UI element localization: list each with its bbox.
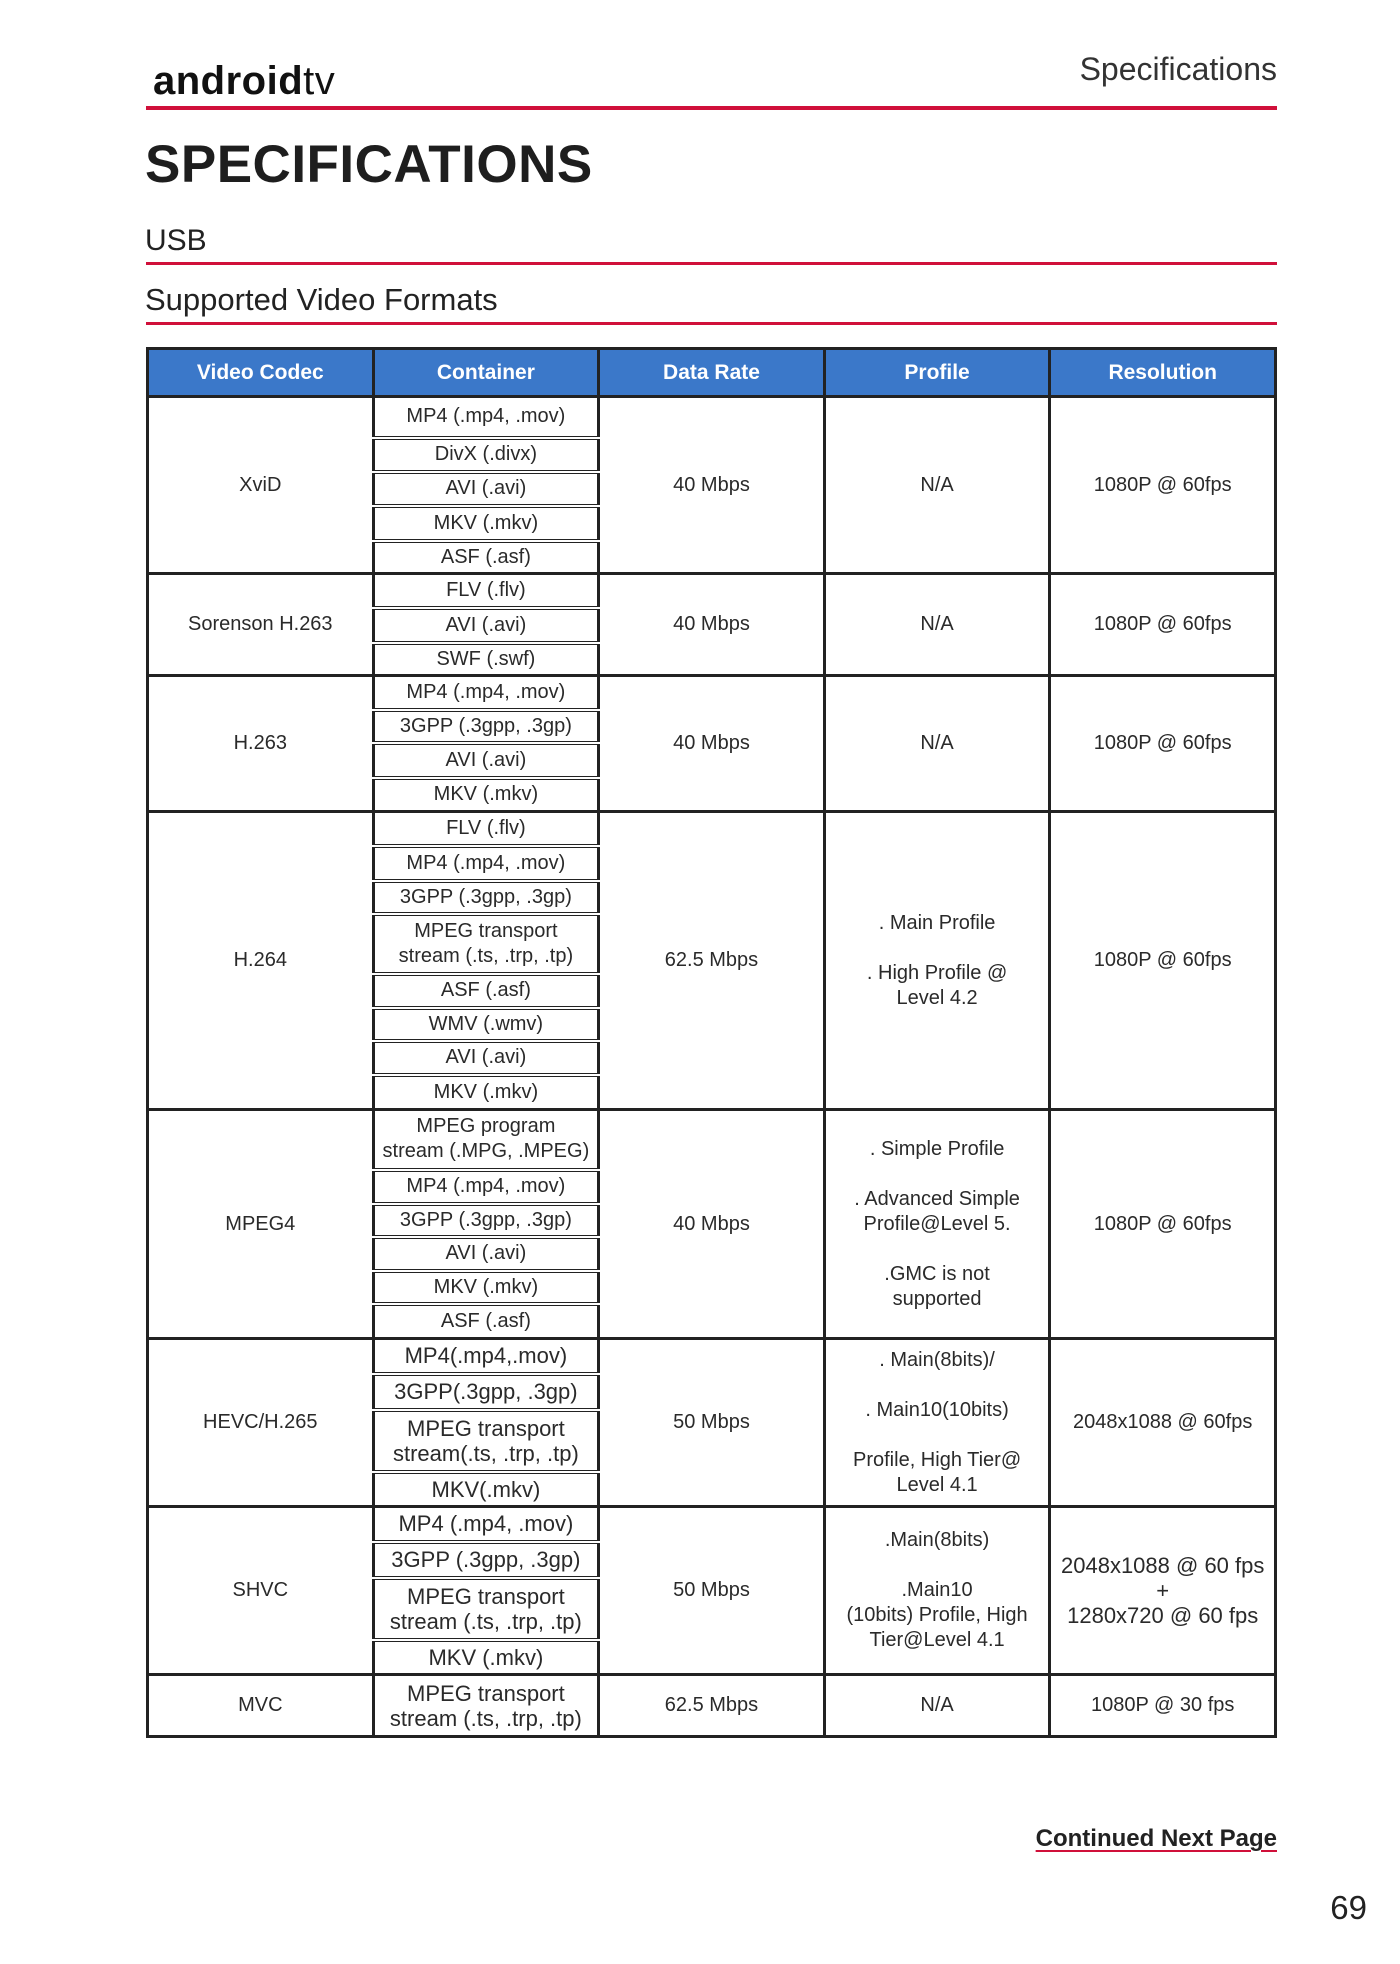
resolution-cell <box>1050 574 1276 676</box>
data-rate-text: 40 Mbps <box>673 732 750 754</box>
resolution-text: 1080P @ 60fps <box>1093 613 1232 635</box>
container-cell <box>373 1339 599 1374</box>
container-cell <box>373 1110 599 1170</box>
table-header-row <box>148 349 1276 397</box>
codec-text: SHVC <box>232 1579 289 1601</box>
table-title: Supported Video Formats <box>145 282 498 317</box>
container-text: 3GPP(.3gpp, .3gp) <box>394 1379 578 1404</box>
container-cell <box>373 541 599 574</box>
container-text: DivX (.divx) <box>434 443 537 465</box>
profile-text: Profile@Level 5. <box>863 1212 1011 1235</box>
container-cell <box>373 1410 599 1472</box>
resolution-cell <box>1050 1110 1276 1339</box>
container-text: 3GPP (.3gpp, .3gp) <box>391 1547 581 1572</box>
container-text: MPEG transport <box>407 1583 565 1609</box>
profile-paragraph <box>832 1448 1043 1498</box>
profile-text: supported <box>892 1287 982 1310</box>
container-text: AVI (.avi) <box>445 1242 527 1264</box>
profile-text: . High Profile @ <box>866 961 1008 984</box>
container-text: SWF (.swf) <box>436 647 536 670</box>
data-rate-text: 50 Mbps <box>673 1579 750 1601</box>
profile-paragraph <box>832 1578 1043 1653</box>
container-text: 3GPP (.3gpp, .3gp) <box>399 885 572 908</box>
androidtv-logo <box>153 58 335 104</box>
profile-text: . Simple Profile <box>869 1137 1005 1160</box>
container-cell <box>373 472 599 506</box>
profile-cell <box>824 574 1050 676</box>
data-rate-text: 40 Mbps <box>673 473 750 496</box>
resolution-text: 1080P @ 60fps <box>1093 732 1232 754</box>
table-row <box>148 812 1276 846</box>
container-text: AVI (.avi) <box>445 748 527 771</box>
container-cell <box>373 1170 599 1204</box>
profile-cell <box>824 812 1050 1110</box>
profile-cell <box>824 397 1050 574</box>
container-text: WMV (.wmv) <box>428 1012 544 1035</box>
codec-text: MPEG4 <box>225 1212 296 1235</box>
container-cell <box>373 743 599 778</box>
profile-text: .GMC is not <box>884 1262 990 1285</box>
container-cell <box>373 1304 599 1339</box>
container-text: ASF (.asf) <box>440 545 531 568</box>
profile-paragraph <box>832 1187 1043 1237</box>
container-text: MP4(.mp4,.mov) <box>404 1343 568 1369</box>
container-cell <box>373 914 599 974</box>
container-text: FLV (.flv) <box>446 578 526 601</box>
resolution-cell <box>1050 812 1276 1110</box>
table-title-divider <box>146 322 1277 325</box>
data-rate-text: 62.5 Mbps <box>664 1694 759 1716</box>
container-text: MKV (.mkv) <box>428 1644 544 1670</box>
profile-text: . Advanced Simple <box>854 1187 1020 1210</box>
data-rate-cell <box>599 574 825 676</box>
container-text: MKV (.mkv) <box>433 783 539 806</box>
container-cell <box>373 1008 599 1041</box>
resolution-cell <box>1050 397 1276 574</box>
container-cell <box>373 710 599 743</box>
codec-cell <box>148 1507 374 1675</box>
table-row <box>148 574 1276 608</box>
container-text: MP4 (.mp4, .mov) <box>406 680 566 703</box>
container-cell <box>373 1675 599 1737</box>
data-rate-text: 40 Mbps <box>673 1212 750 1235</box>
profile-paragraph <box>832 731 1043 756</box>
data-rate-cell <box>599 812 825 1110</box>
resolution-text: 1280x720 @ 60 fps <box>1067 1603 1259 1628</box>
container-cell <box>373 812 599 846</box>
container-text: stream (.ts, .trp, .tp) <box>389 1705 582 1731</box>
codec-cell <box>148 574 374 676</box>
container-text: stream (.ts, .trp, .tp) <box>389 1608 582 1634</box>
section-label: Specifications <box>1079 51 1277 87</box>
page-number: 69 <box>1330 1889 1367 1926</box>
container-cell <box>373 1542 599 1578</box>
codec-text: H.264 <box>233 949 287 971</box>
column-header-container: Container <box>373 349 599 397</box>
container-text: MP4 (.mp4, .mov) <box>398 1511 574 1537</box>
container-text: MP4 (.mp4, .mov) <box>406 851 566 874</box>
profile-text: N/A <box>920 732 954 754</box>
container-cell <box>373 1271 599 1304</box>
container-text: 3GPP (.3gpp, .3gp) <box>399 714 572 737</box>
profile-cell <box>824 676 1050 812</box>
container-cell <box>373 1374 599 1410</box>
profile-text: N/A <box>920 473 954 496</box>
resolution-cell <box>1050 676 1276 812</box>
container-text: FLV (.flv) <box>446 816 526 839</box>
resolution-text: 2048x1088 @ 60 fps <box>1061 1553 1265 1578</box>
profile-paragraph <box>832 1528 1043 1553</box>
container-text: AVI (.avi) <box>445 613 527 636</box>
codec-cell <box>148 397 374 574</box>
data-rate-cell <box>599 397 825 574</box>
container-cell <box>373 1507 599 1542</box>
codec-cell <box>148 1675 374 1737</box>
resolution-text: 2048x1088 @ 60fps <box>1073 1411 1253 1433</box>
profile-paragraph <box>832 1262 1043 1312</box>
profile-text: Level 4.2 <box>896 986 978 1009</box>
profile-cell <box>824 1339 1050 1507</box>
data-rate-cell <box>599 676 825 812</box>
container-text: stream(.ts, .trp, .tp) <box>392 1440 579 1466</box>
codec-cell <box>148 1110 374 1339</box>
container-text: MKV (.mkv) <box>433 511 539 534</box>
profile-paragraph <box>832 1693 1043 1718</box>
profile-paragraph <box>832 911 1043 936</box>
video-formats-table <box>146 347 1277 1738</box>
profile-paragraph <box>832 612 1043 637</box>
table-row <box>148 1675 1276 1737</box>
data-rate-text: 50 Mbps <box>673 1411 750 1433</box>
data-rate-cell <box>599 1675 825 1737</box>
container-cell <box>373 1041 599 1075</box>
container-cell <box>373 881 599 914</box>
profile-text: (10bits) Profile, High <box>846 1604 1028 1626</box>
container-text: MPEG transport <box>407 1680 565 1706</box>
resolution-cell <box>1050 1675 1276 1737</box>
container-cell <box>373 1578 599 1640</box>
codec-text: H.263 <box>233 732 287 754</box>
container-text: AVI (.avi) <box>445 477 527 499</box>
container-text: ASF (.asf) <box>440 1309 531 1332</box>
profile-text: N/A <box>920 1694 954 1716</box>
codec-cell <box>148 1339 374 1507</box>
data-rate-cell <box>599 1339 825 1507</box>
container-cell <box>373 1472 599 1507</box>
page-title: SPECIFICATIONS <box>145 135 593 194</box>
container-text: MKV (.mkv) <box>433 1080 539 1103</box>
codec-text: MVC <box>238 1694 283 1716</box>
resolution-text: 1080P @ 30 fps <box>1091 1694 1235 1716</box>
container-text: MPEG transport <box>414 919 558 942</box>
container-cell <box>373 1075 599 1110</box>
resolution-cell <box>1050 1339 1276 1507</box>
column-header-data-rate: Data Rate <box>599 349 825 397</box>
container-text: MPEG program <box>416 1115 556 1138</box>
container-cell <box>373 846 599 881</box>
profile-cell <box>824 1675 1050 1737</box>
container-cell <box>373 574 599 608</box>
table-row <box>148 1339 1276 1374</box>
container-text: MKV(.mkv) <box>431 1476 541 1502</box>
container-cell <box>373 506 599 541</box>
resolution-text: 1080P @ 60fps <box>1093 949 1232 971</box>
profile-paragraph <box>832 961 1043 1011</box>
container-text: stream (.MPG, .MPEG) <box>382 1140 590 1163</box>
container-text: MP4 (.mp4, .mov) <box>406 405 566 428</box>
profile-text: . Main Profile <box>878 911 996 934</box>
container-cell <box>373 1237 599 1271</box>
table-row <box>148 1507 1276 1542</box>
container-text: 3GPP (.3gpp, .3gp) <box>399 1208 572 1231</box>
profile-paragraph <box>832 473 1043 498</box>
container-text: ASF (.asf) <box>440 979 531 1001</box>
profile-paragraph <box>832 1137 1043 1162</box>
container-cell <box>373 643 599 676</box>
codec-cell <box>148 676 374 812</box>
column-header-resolution: Resolution <box>1050 349 1276 397</box>
container-text: AVI (.avi) <box>445 1046 527 1068</box>
table-row <box>148 676 1276 710</box>
profile-text: Level 4.1 <box>896 1473 978 1496</box>
continued-next-page: Continued Next Page <box>1035 1825 1277 1852</box>
profile-text: N/A <box>920 613 954 635</box>
container-cell <box>373 1640 599 1675</box>
container-text: stream (.ts, .trp, .tp) <box>398 944 574 967</box>
column-header-video-codec: Video Codec <box>148 349 374 397</box>
header-divider <box>146 106 1277 110</box>
container-text: MP4 (.mp4, .mov) <box>406 1175 566 1197</box>
table-row <box>148 1110 1276 1170</box>
data-rate-cell <box>599 1507 825 1675</box>
profile-text: Tier@Level 4.1 <box>869 1629 1005 1651</box>
resolution-text: + <box>1156 1578 1170 1603</box>
logo-text-tv: tv <box>303 59 336 103</box>
container-cell <box>373 974 599 1008</box>
data-rate-cell <box>599 1110 825 1339</box>
container-text: MPEG transport <box>407 1415 565 1441</box>
data-rate-text: 40 Mbps <box>673 613 750 635</box>
profile-text: . Main10(10bits) <box>865 1398 1009 1421</box>
subsection-divider <box>146 262 1277 265</box>
profile-text: .Main10 <box>901 1579 973 1601</box>
profile-cell <box>824 1507 1050 1675</box>
resolution-text: 1080P @ 60fps <box>1093 1212 1232 1235</box>
profile-paragraph <box>832 1348 1043 1373</box>
container-cell <box>373 778 599 812</box>
profile-paragraph <box>832 1398 1043 1423</box>
container-cell <box>373 1204 599 1237</box>
container-cell <box>373 397 599 438</box>
data-rate-text: 62.5 Mbps <box>664 949 759 971</box>
column-header-profile: Profile <box>824 349 1050 397</box>
codec-text: XviD <box>239 473 282 496</box>
codec-text: HEVC/H.265 <box>203 1411 318 1433</box>
profile-cell <box>824 1110 1050 1339</box>
subsection-title: USB <box>145 224 207 257</box>
container-text: MKV (.mkv) <box>433 1275 539 1298</box>
profile-text: . Main(8bits)/ <box>879 1348 995 1371</box>
profile-text: .Main(8bits) <box>884 1529 990 1551</box>
container-cell <box>373 608 599 643</box>
container-cell <box>373 438 599 472</box>
codec-text: Sorenson H.263 <box>188 613 333 635</box>
logo-text-android: android <box>153 59 304 103</box>
resolution-text: 1080P @ 60fps <box>1093 473 1232 496</box>
table-row <box>148 397 1276 438</box>
profile-text: Profile, High Tier@ <box>853 1448 1022 1471</box>
container-cell <box>373 676 599 710</box>
codec-cell <box>148 812 374 1110</box>
resolution-cell <box>1050 1507 1276 1675</box>
